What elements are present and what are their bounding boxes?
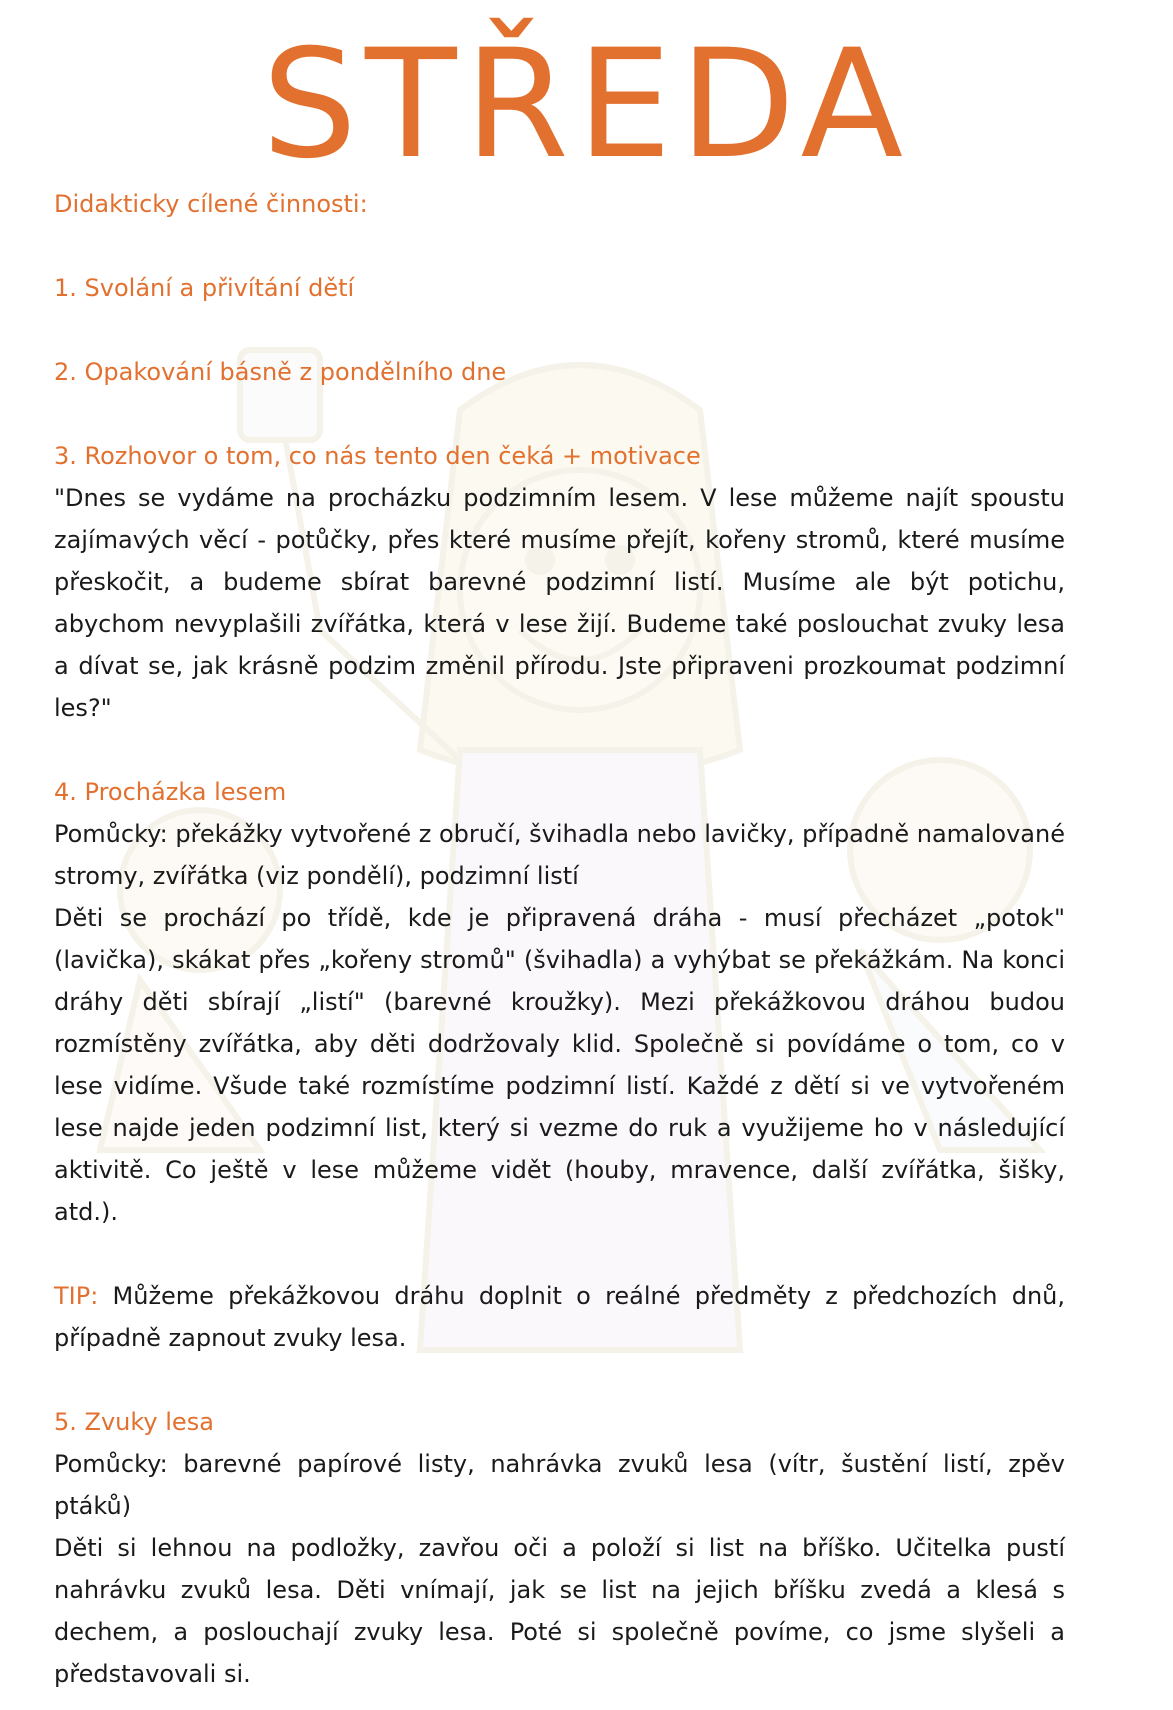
section-4-text: Děti se prochází po třídě, kde je připravená dráha - musí přecházet „potok" (lavička), skákat přes „kořeny stromů" (švihadla) a vyhýbat se překážkám. Na konci dráhy děti sbírají „listí" (barevné kroužky). Mezi překážkovou dráhou budou rozmístěny zvířátka, aby děti dodržovaly klid. Společně si povídáme o tom, co v lese vidíme. Všude také rozmístíme podzimní listí. Každé z dětí si ve vytvořeném lese najde jeden podzimní list, který si vezme do ruk a využijeme ho v následující aktivitě. Co ještě v lese můžeme vidět (houby, mravence, další zvířátka, šišky, atd.).: [54, 904, 1065, 1226]
tip-label: TIP:: [54, 1282, 99, 1310]
section-5-heading: 5. Zvuky lesa: [54, 1408, 214, 1436]
section-2-heading: 2. Opakování básně z pondělního dne: [54, 358, 507, 386]
section-3-text: "Dnes se vydáme na procházku podzimním lesem. V lese můžeme najít spoustu zajímavých věcí - potůčky, přes které musíme přejít, kořeny stromů, které musíme přeskočit, a budeme sbírat barevné podzimní listí. Musíme ale být potichu, abychom nevyplašili zvířátka, která v lese žijí. Budeme také poslouchat zvuky lesa a dívat se, jak krásně podzim změnil přírodu. Jste připraveni prozkoumat podzimní les?": [54, 484, 1065, 722]
section-1-heading: 1. Svolání a přivítání dětí: [54, 274, 355, 302]
tip-text: Můžeme překážkovou dráhu doplnit o reálné předměty z předchozích dnů, případně zapnout zvuky lesa.: [54, 1282, 1065, 1352]
intro-heading: Didakticky cílené činnosti:: [54, 190, 368, 218]
section-4-heading: 4. Procházka lesem: [54, 778, 287, 806]
section-4-aids: Pomůcky: překážky vytvořené z obručí, švihadla nebo lavičky, případně namalované stromy, zvířátka (viz pondělí), podzimní listí: [54, 820, 1065, 890]
page-title: STŘEDA: [261, 18, 912, 192]
document-body: [54, 183, 1065, 1695]
tip-paragraph: [54, 1275, 1065, 1359]
section-5-aids: Pomůcky: barevné papírové listy, nahrávka zvuků lesa (vítr, šustění listí, zpěv ptáků): [54, 1450, 1065, 1520]
section-5-text: Děti si lehnou na podložky, zavřou oči a položí si list na bříško. Učitelka pustí nahrávku zvuků lesa. Děti vnímají, jak se list na jejich bříšku zvedá a klesá s dechem, a poslouchají zvuky lesa. Poté si společně povíme, co jsme slyšeli a představovali si.: [54, 1534, 1065, 1688]
section-3-heading: 3. Rozhovor o tom, co nás tento den čeká + motivace: [54, 442, 701, 470]
